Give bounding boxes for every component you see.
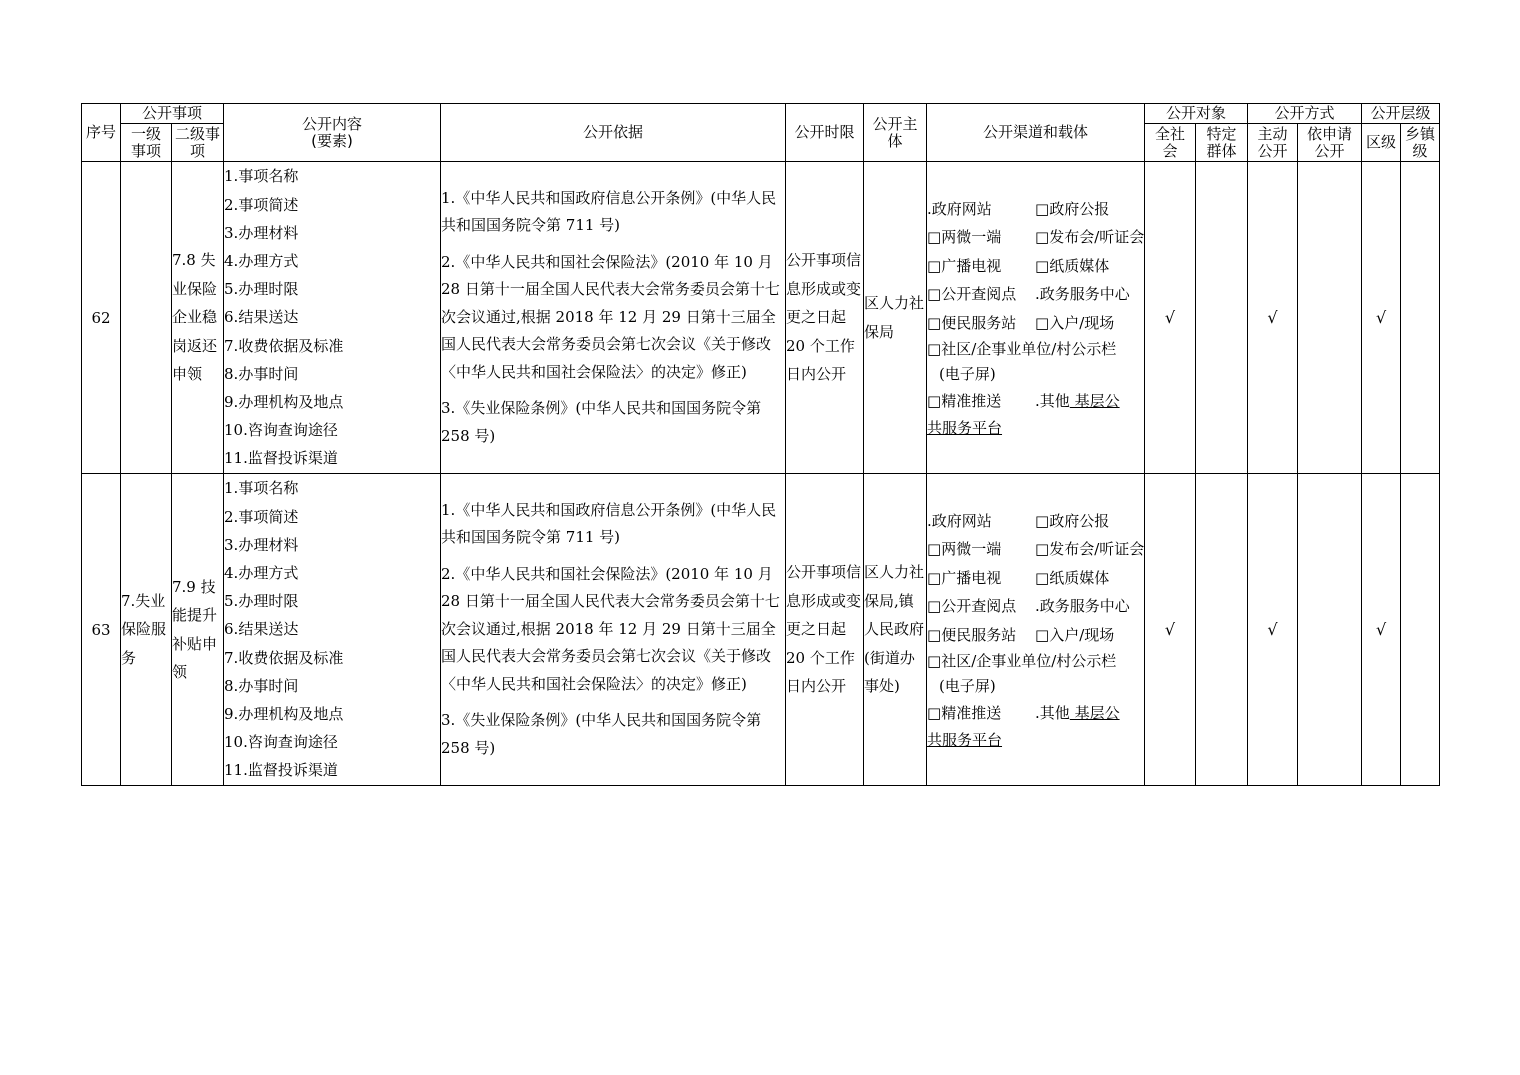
table-row [82,474,1440,786]
channel-other [1035,387,1143,416]
header-lvl-town [1401,124,1440,162]
content-item: 10.咨询查询途径 [224,421,338,440]
level2-cell: 7.8 失业保险企业稳岗返还申领 [172,162,224,474]
channel-option: □公开查阅点 [927,597,1017,615]
header-aud-all-line1: 全社 [1155,124,1186,143]
header-mode-active [1248,124,1298,162]
header-aud-all-line2: 会 [1162,141,1178,160]
channel-option: □精准推送 [927,392,1002,410]
header-subject-line2: 体 [887,131,903,150]
period-cell: 公开事项信息形成或变更之日起 20 个工作日内公开 [786,474,864,786]
header-aud-specific [1196,124,1248,162]
header-content-line2: (要素) [311,131,353,150]
channel-option: .政府网站 [927,199,992,218]
content-item: 11.监督投诉渠道 [224,761,338,780]
lvl-town-cell [1401,474,1440,786]
basis-cell [441,474,786,786]
header-level1 [121,124,172,162]
basis-item: 2.《中华人民共和国社会保险法》(2010 年 10 月 28 日第十一届全国人民代表大会常务委员会第十七次会议通过,根据 2018 年 12 月 29 日第十三届全国人民代表大会常务委员会第七次会议《关于修改〈中华人民共和国社会保险法〉的决定》修正) [441,252,780,381]
content-item: 9.办理机构及地点 [224,393,344,411]
content-item: 10.咨询查询途径 [224,733,338,752]
channel-option: (电子屏) [939,365,996,383]
content-item: 2.事项简述 [224,507,299,526]
lvl-district-cell: √ [1362,474,1401,786]
channel-option: □发布会/听证会 [1035,540,1145,558]
aud-all-cell: √ [1145,474,1196,786]
channel-other-text: 共服务平台 [927,418,1003,437]
header-period: 公开时限 [786,104,864,162]
channel-option: .其他 [1035,392,1070,410]
channel-option: .其他 [1035,704,1070,722]
mode-active-cell: √ [1248,474,1298,786]
header-level2-line1: 二级事 [175,124,221,143]
content-item: 3.办理材料 [224,535,299,554]
channel-other-text: 共服务平台 [927,730,1003,749]
channel-option: □两微一端 [927,540,1002,558]
header-aud-specific-line1: 特定 [1206,124,1237,143]
level2-cell: 7.9 技能提升补贴申领 [172,474,224,786]
header-mode-apply-line1: 依申请 [1307,124,1353,143]
header-mode-apply [1298,124,1362,162]
channel-other [1035,699,1143,728]
mode-apply-cell [1298,162,1362,474]
channel-option: □广播电视 [927,256,1002,275]
channel-option: □发布会/听证会 [1035,228,1145,246]
aud-specific-cell [1196,162,1248,474]
channel-other-text: 基层公 [1069,704,1120,722]
header-level1-line2: 事项 [130,141,161,160]
lvl-district-cell: √ [1362,162,1401,474]
header-level2-line2: 项 [190,141,206,160]
channel-option: □便民服务站 [927,313,1017,332]
channel-row [927,387,1144,416]
header-mode-group: 公开方式 [1248,104,1362,124]
content-item: 4.办理方式 [224,251,299,270]
channel-option: □入户/现场 [1035,313,1115,332]
channel-option: □政府公报 [1035,199,1110,218]
basis-cell [441,162,786,474]
header-aud-all [1145,124,1196,162]
content-item: 5.办理时限 [224,592,299,611]
content-item: 2.事项简述 [224,195,299,214]
table-body [82,162,1440,786]
content-item: 9.办理机构及地点 [224,705,344,723]
aud-specific-cell [1196,474,1248,786]
channel-option: □纸质媒体 [1035,568,1110,587]
header-level1-line1: 一级 [130,124,161,143]
channel-cell [927,162,1145,474]
content-item: 11.监督投诉渠道 [224,449,338,468]
channel-row [927,699,1144,728]
header-mode-active-line2: 公开 [1257,141,1288,160]
disclosure-table [81,103,1440,786]
content-item: 5.办理时限 [224,280,299,299]
header-seq: 序号 [82,104,121,162]
content-item: 6.结果送达 [224,620,299,639]
channel-row [927,280,1144,309]
basis-item: 3.《失业保险条例》(中华人民共和国国务院令第 258 号) [441,399,762,445]
header-level2 [172,124,224,162]
content-item: 1.事项名称 [224,167,299,186]
content-item: 8.办事时间 [224,364,299,383]
channel-option: □便民服务站 [927,625,1017,644]
header-content [224,104,441,162]
channel-option: □纸质媒体 [1035,256,1110,275]
channel-row [927,309,1144,338]
content-cell [224,162,441,474]
header-lvl-town-line1: 乡镇 [1405,124,1436,143]
basis-item: 1.《中华人民共和国政府信息公开条例》(中华人民共和国国务院令第 711 号) [441,188,777,235]
header-lvl-town-line2: 级 [1412,141,1428,160]
header-channel: 公开渠道和载体 [927,104,1145,162]
header-subject-line1: 公开主 [872,114,918,133]
basis-item: 2.《中华人民共和国社会保险法》(2010 年 10 月 28 日第十一届全国人民代表大会常务委员会第十七次会议通过,根据 2018 年 12 月 29 日第十三届全国人民代表大会常务委员会第七次会议《关于修改〈中华人民共和国社会保险法〉的决定》修正) [441,564,780,693]
header-mode-apply-line2: 公开 [1314,141,1345,160]
channel-option: □入户/现场 [1035,625,1115,644]
header-level-group: 公开层级 [1362,104,1440,124]
seq-cell: 63 [82,474,121,786]
basis-item: 3.《失业保险条例》(中华人民共和国国务院令第 258 号) [441,711,762,757]
content-item: 1.事项名称 [224,479,299,498]
channel-option: .政务服务中心 [1035,285,1130,303]
channel-row [927,621,1144,650]
channel-row [927,223,1144,252]
header-subject [864,104,927,162]
header-audience-group: 公开对象 [1145,104,1248,124]
channel-option: □两微一端 [927,228,1002,246]
header-aud-specific-line2: 群体 [1206,141,1237,160]
period-cell: 公开事项信息形成或变更之日起 20 个工作日内公开 [786,162,864,474]
channel-option: □社区/企事业单位/村公示栏 [927,652,1117,670]
aud-all-cell: √ [1145,162,1196,474]
subject-cell: 区人力社保局,镇人民政府(街道办事处) [864,474,927,786]
channel-row [927,195,1144,224]
channel-other-text: 基层公 [1069,392,1120,410]
channel-option: □公开查阅点 [927,285,1017,303]
header-items-group: 公开事项 [121,104,224,124]
header-lvl-district: 区级 [1362,124,1401,162]
channel-cell [927,474,1145,786]
content-item: 7.收费依据及标准 [224,648,344,667]
content-item: 8.办事时间 [224,676,299,695]
subject-cell: 区人力社保局 [864,162,927,474]
seq-cell: 62 [82,162,121,474]
channel-option: □广播电视 [927,568,1002,587]
basis-item: 1.《中华人民共和国政府信息公开条例》(中华人民共和国国务院令第 711 号) [441,500,777,547]
level1-cell: 7.失业保险服务 [121,474,172,786]
channel-option: □精准推送 [927,704,1002,722]
channel-option: .政务服务中心 [1035,597,1130,615]
mode-apply-cell [1298,474,1362,786]
content-item: 3.办理材料 [224,223,299,242]
channel-option: □社区/企事业单位/村公示栏 [927,340,1117,358]
channel-row [927,252,1144,281]
channel-option: □政府公报 [1035,511,1110,530]
level1-cell [121,162,172,474]
header-basis: 公开依据 [441,104,786,162]
channel-row [927,592,1144,621]
header-mode-active-line1: 主动 [1257,124,1288,143]
channel-row [927,564,1144,593]
content-item: 4.办理方式 [224,563,299,582]
content-cell [224,474,441,786]
content-item: 6.结果送达 [224,308,299,327]
header-content-line1: 公开内容 [302,114,363,133]
channel-row [927,535,1144,564]
mode-active-cell: √ [1248,162,1298,474]
channel-option: (电子屏) [939,677,996,695]
lvl-town-cell [1401,162,1440,474]
content-item: 7.收费依据及标准 [224,336,344,355]
channel-option: .政府网站 [927,511,992,530]
channel-row [927,507,1144,536]
table-row [82,162,1440,474]
